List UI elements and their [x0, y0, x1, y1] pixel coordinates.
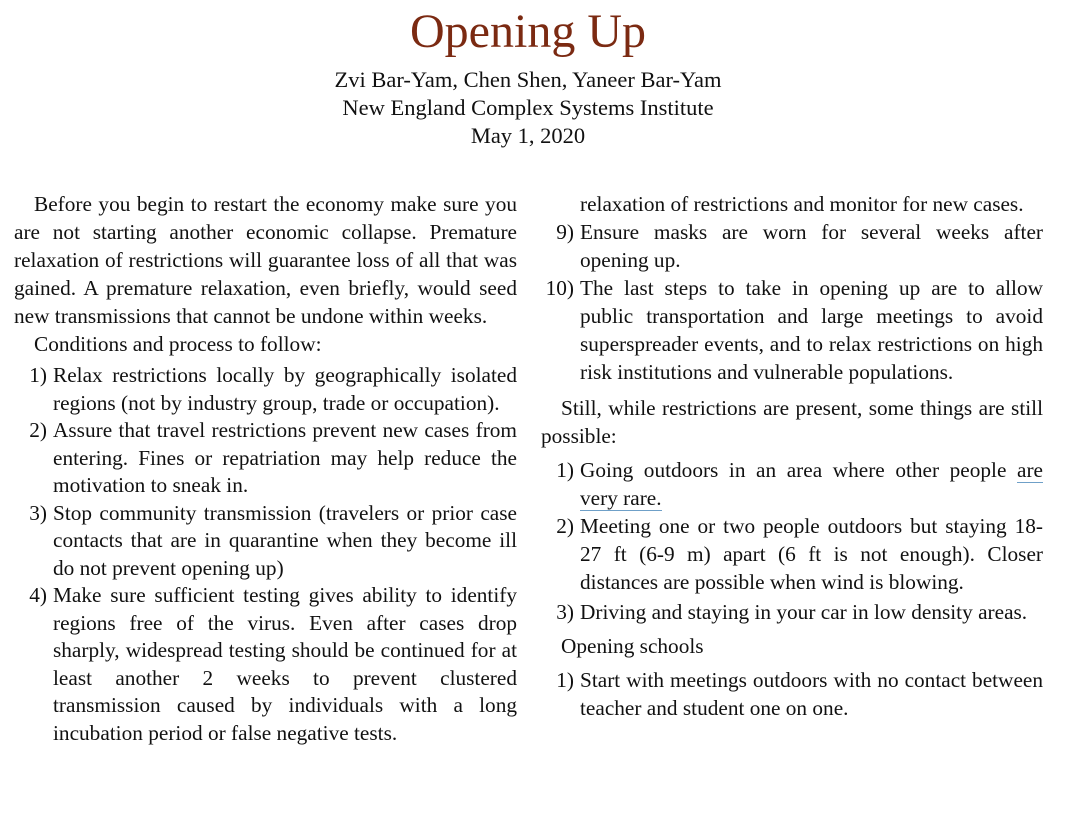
- list-item-text: The last steps to take in opening up are to allow public transportation and large meetings to avoid superspreader events, and to relax restrictions on high risk institutions and vulnerable populations.: [580, 276, 1043, 384]
- list-number: 1): [29, 363, 47, 387]
- list-item: [14, 417, 517, 500]
- conditions-list: [14, 362, 517, 747]
- authors: Zvi Bar-Yam, Chen Shen, Yaneer Bar-Yam: [334, 67, 722, 92]
- list-item: [14, 362, 517, 417]
- schools-list: [541, 666, 1043, 722]
- list-item-text-part: Going outdoors in an area where other people: [580, 458, 1017, 482]
- list-item: [541, 218, 1043, 274]
- list-item-text: Ensure masks are worn for several weeks after opening up.: [580, 220, 1043, 272]
- list-number: 1): [556, 668, 574, 692]
- list-item: [14, 582, 517, 747]
- list-item-text: Make sure sufficient testing gives ability to identify regions free of the virus. Even after cases drop sharply, widespread testing should be continued for at least another 2 weeks to prevent clustered transmission caused by individuals with a long incubation period or false negative tests.: [53, 583, 517, 745]
- list-item: [541, 274, 1043, 386]
- conditions-heading: Conditions and process to follow:: [34, 332, 322, 356]
- list-number: 9): [556, 220, 574, 244]
- affiliation: New England Complex Systems Institute: [342, 95, 714, 120]
- publication-date: May 1, 2020: [470, 123, 586, 148]
- right-column: [541, 190, 1043, 722]
- list-number: 4): [29, 583, 47, 607]
- list-item: [541, 456, 1043, 512]
- list-item-text: Start with meetings outdoors with no contact between teacher and student one on one.: [580, 668, 1043, 720]
- list-number: 2): [29, 418, 47, 442]
- continued-item-text: relaxation of restrictions and monitor for new cases.: [580, 192, 1024, 216]
- list-item-text: Assure that travel restrictions prevent new cases from entering. Fines or repatriation may help reduce the motivation to sneak in.: [53, 418, 517, 497]
- underlined-text: are very rare.: [580, 458, 1043, 510]
- list-item-text: Relax restrictions locally by geographically isolated regions (not by industry group, trade or occupation).: [53, 363, 517, 415]
- list-item: [541, 598, 1043, 626]
- possible-list: [541, 456, 1043, 626]
- list-item-text: Meeting one or two people outdoors but staying 18-27 ft (6-9 m) apart (6 ft is not enough). Closer distances are possible when wind is blowing.: [580, 514, 1043, 594]
- list-item-text: [580, 456, 1043, 512]
- list-item-text: Stop community transmission (travelers or prior case contacts that are in quarantine when they become ill do not prevent opening up): [53, 500, 517, 580]
- list-number: 2): [556, 514, 574, 538]
- schools-heading: Opening schools: [561, 634, 704, 658]
- list-number: 3): [556, 600, 574, 624]
- list-number: 3): [29, 500, 47, 525]
- left-column: [14, 190, 517, 747]
- list-item: [541, 666, 1043, 722]
- conditions-list-continued: [541, 218, 1043, 386]
- list-number: 1): [556, 458, 574, 482]
- list-item-text: Driving and staying in your car in low density areas.: [580, 600, 1028, 624]
- list-number: 10): [545, 276, 574, 300]
- list-item: [541, 512, 1043, 596]
- paper-title: Opening Up: [410, 5, 646, 58]
- list-item: [14, 500, 517, 583]
- still-possible-paragraph: Still, while restrictions are present, some things are still possible:: [541, 396, 1043, 448]
- intro-paragraph: Before you begin to restart the economy make sure you are not starting another economic collapse. Premature relaxation of restrictions will guarantee loss of all that was gained. A premature relaxation, even briefly, would seed new transmissions that cannot be undone within weeks.: [14, 192, 517, 328]
